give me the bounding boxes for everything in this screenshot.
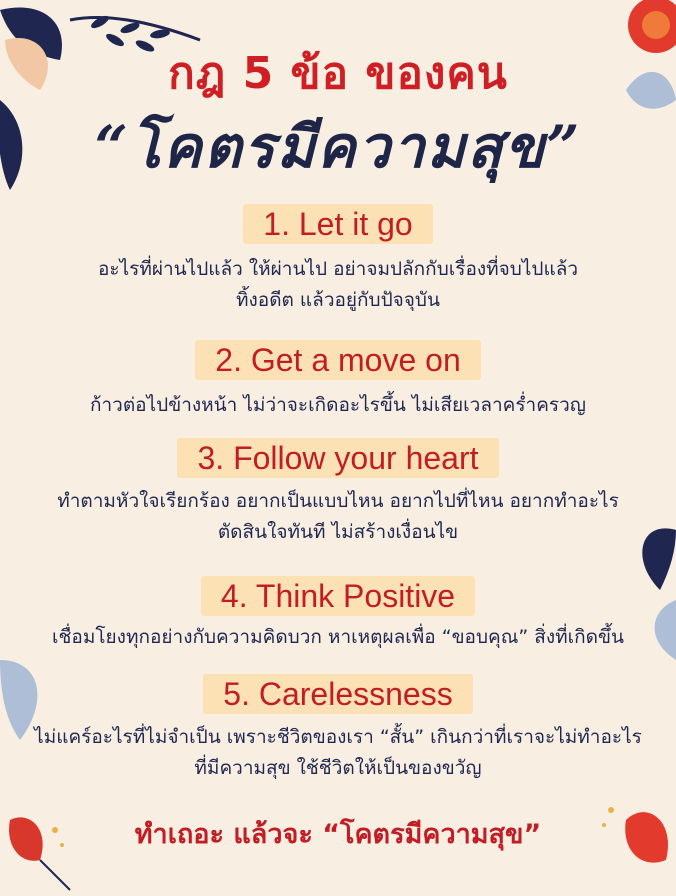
- rule-line: ไม่แคร์อะไรที่ไม่จำเป็น เพราะชีวิตของเรา “สั้น” เกินกว่าที่เราจะไม่ทำอะไร: [34, 726, 642, 748]
- rule-heading: 4. Think Positive: [201, 576, 475, 616]
- rule-heading: 5. Carelessness: [203, 674, 472, 714]
- rule-5: [0, 674, 676, 714]
- rule-2-description: [0, 390, 676, 421]
- rule-5-description: [0, 722, 676, 784]
- rule-3-description: [0, 486, 676, 548]
- rule-line: ที่มีความสุข ใช้ชีวิตให้เป็นของขวัญ: [194, 757, 482, 779]
- title-rules: กฎ 5 ข้อ ของคน: [168, 48, 508, 99]
- rule-line: ทำตามหัวใจเรียกร้อง อยากเป็นแบบไหน อยากไปที่ไหน อยากทำอะไร: [57, 490, 619, 512]
- rule-heading: 2. Get a move on: [195, 340, 480, 380]
- rule-1-description: [0, 254, 676, 316]
- rule-4-description: [0, 622, 676, 653]
- rule-line: เชื่อมโยงทุกอย่างกับความคิดบวก หาเหตุผลเพื่อ “ขอบคุณ” สิ่งที่เกิดขึ้น: [52, 626, 624, 648]
- rule-3: [0, 438, 676, 478]
- rule-4: [0, 576, 676, 616]
- rule-heading: 3. Follow your heart: [177, 438, 498, 478]
- footer-slogan: ทำเถอะ แล้วจะ “โคตรมีความสุข”: [134, 819, 542, 850]
- rule-line: อะไรที่ผ่านไปแล้ว ให้ผ่านไป อย่าจมปลักกับเรื่องที่จบไปแล้ว: [97, 258, 579, 280]
- rule-heading: 1. Let it go: [243, 204, 432, 244]
- rule-line: ตัดสินใจทันที ไม่สร้างเงื่อนไข: [217, 521, 459, 543]
- title-happiness: “โคตรมีความสุข”: [94, 113, 582, 181]
- rule-line: ก้าวต่อไปข้างหน้า ไม่ว่าจะเกิดอะไรขึ้น ไม่เสียเวลาคร่ำครวญ: [90, 394, 586, 416]
- rule-line: ทิ้งอดีต แล้วอยู่กับปัจจุบัน: [236, 289, 440, 311]
- rule-1: [0, 204, 676, 244]
- rule-2: [0, 340, 676, 380]
